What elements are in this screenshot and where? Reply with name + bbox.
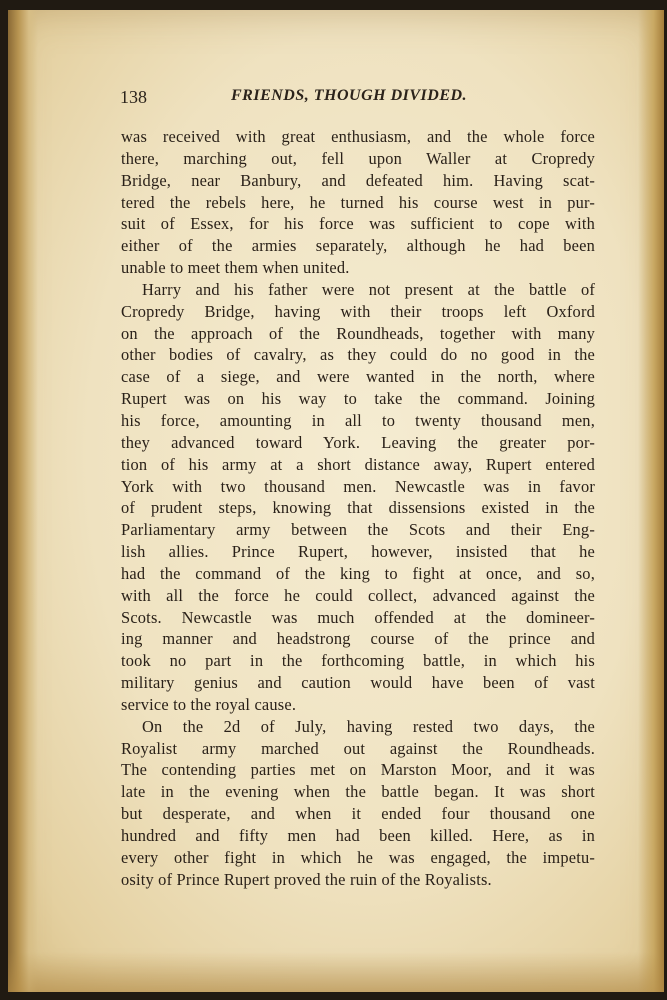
text-line: Parliamentary army between the Scots and their Eng- [121,520,595,540]
text-line: Harry and his father were not present at the battle of [142,279,595,299]
page-binding-shadow [8,10,38,992]
text-line: tered the rebels here, he turned his course west in pur- [121,192,595,212]
text-line: unable to meet them when united. [121,258,350,278]
text-line: The contending parties met on Marston Moor, and it was [121,760,595,780]
text-line: ing manner and headstrong course of the prince and [121,629,595,649]
text-line: Royalist army marched out against the Roundheads. [121,738,595,758]
text-line: military genius and caution would have been of vast [121,673,595,693]
text-line: on the approach of the Roundheads, together with many [121,323,595,343]
text-line: Rupert was on his way to take the command. Joining [121,389,595,409]
text-line: other bodies of cavalry, as they could do no good in the [121,345,595,365]
page-header [120,84,598,112]
text-line: late in the evening when the battle began. It was short [121,782,595,802]
text-line: tion of his army at a short distance away, Rupert entered [121,454,595,474]
text-line: was received with great enthusiasm, and the whole force [121,127,595,146]
text-line: they advanced toward York. Leaving the greater por- [121,432,595,452]
text-line: service to the royal cause. [121,694,297,714]
text-line: Bridge, near Banbury, and defeated him. Having scat- [121,170,595,190]
text-line: had the command of the king to fight at once, and so, [121,563,595,583]
text-line: every other fight in which he was engaged, the impetu- [121,847,595,867]
text-line: with all the force he could collect, advanced against the [121,585,595,605]
text-line: of prudent steps, knowing that dissensions existed in the [121,498,595,518]
text-line: York with two thousand men. Newcastle was in favor [121,476,595,496]
text-line: either of the armies separately, although he had been [121,236,595,256]
text-line: his force, amounting in all to twenty thousand men, [121,410,595,430]
text-line: there, marching out, fell upon Waller at Cropredy [121,148,595,168]
page-number: 138 [120,87,147,107]
text-line: but desperate, and when it ended four thousand one [121,804,595,824]
page-edge-shadow [638,10,664,992]
text-line: Scots. Newcastle was much offended at the domineer- [121,607,595,627]
text-line: On the 2d of July, having rested two days, the [142,716,595,736]
text-line: lish allies. Prince Rupert, however, insisted that he [121,542,595,562]
text-line: case of a siege, and were wanted in the north, where [121,367,595,387]
text-line: osity of Prince Rupert proved the ruin of the Royalists. [121,869,492,889]
text-line: took no part in the forthcoming battle, in which his [121,651,595,671]
text-line: suit of Essex, for his force was sufficient to cope with [121,214,595,234]
text-line: hundred and fifty men had been killed. Here, as in [121,826,595,845]
body-text [121,126,595,891]
page-bottom-shadow [8,952,664,992]
running-head: FRIENDS, THOUGH DIVIDED. [231,87,468,104]
text-line: Cropredy Bridge, having with their troops left Oxford [121,301,595,321]
